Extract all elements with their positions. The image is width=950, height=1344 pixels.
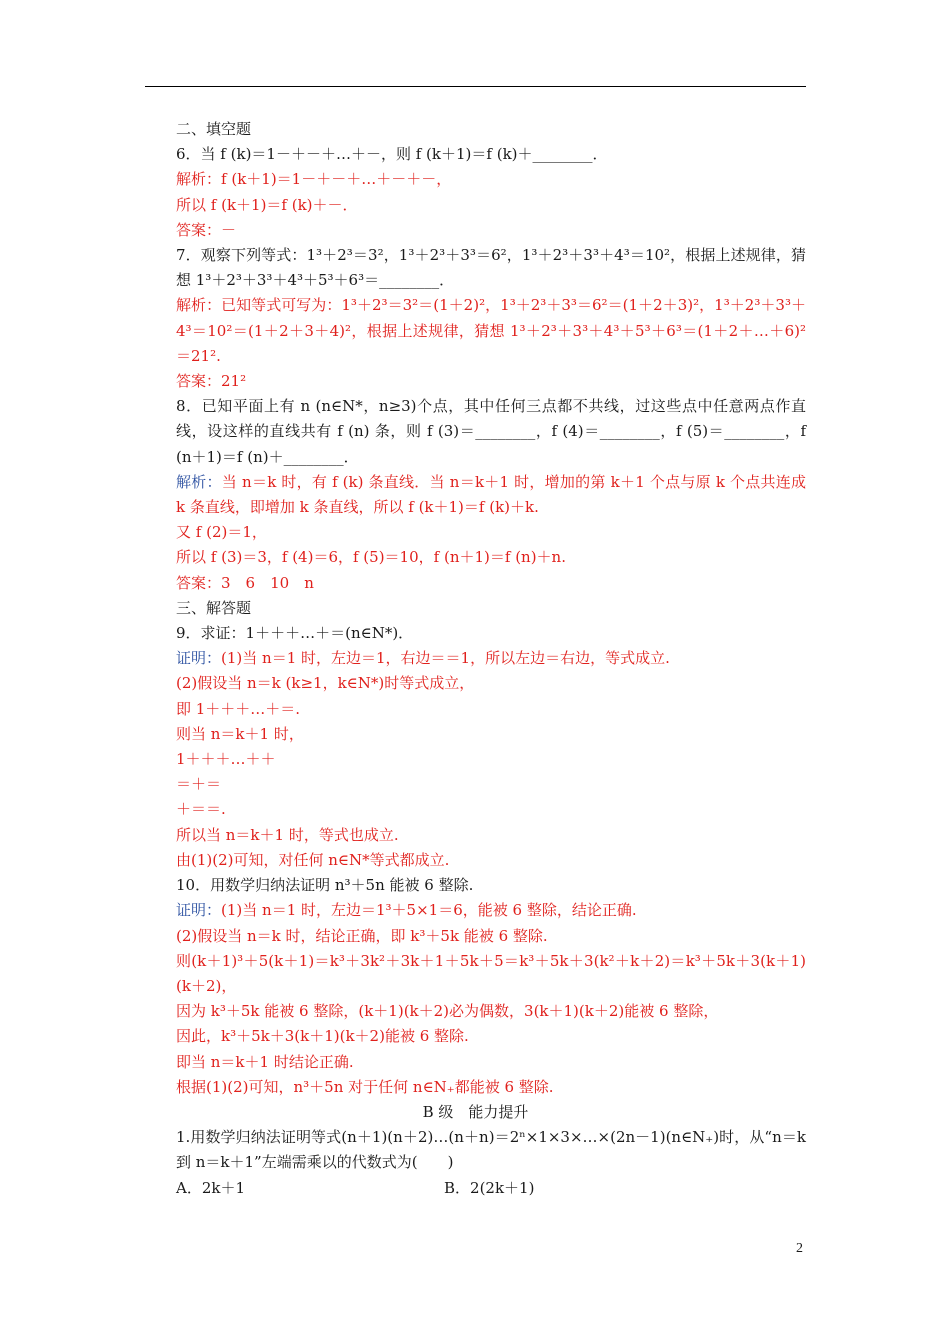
- q7-stem: 7．观察下列等式：1³＋2³＝3²，1³＋2³＋3³＝6²，1³＋2³＋3³＋4³＝10²，根据上述规律，猜想 1³＋2³＋3³＋4³＋5³＋6³＝________．: [176, 246, 806, 290]
- q9-proof-line: 则当 n＝k＋1 时，: [176, 724, 304, 743]
- q10-proof-line: 证明：(1)当 n＝1 时，左边＝1³＋5×1＝6，能被 6 整除，结论正确.: [176, 901, 637, 920]
- b1-options: [145, 1176, 806, 1201]
- q10-proof-line: 根据(1)(2)可知，n³＋5n 对于任何 n∈N₊都能被 6 整除.: [176, 1077, 554, 1096]
- q10-proof-line: 因此，k³＋5k＋3(k＋1)(k＋2)能被 6 整除.: [176, 1027, 469, 1046]
- q8-line2: 又 f (2)＝1，: [176, 523, 267, 542]
- q9-stem: 9．求证：1＋＋＋…＋＝(n∈N*)．: [176, 624, 414, 643]
- level-b-heading: B 级 能力提升: [422, 1102, 529, 1121]
- q6-analysis: 解析：f (k＋1)＝1－＋－＋…＋－＋－，: [176, 170, 452, 189]
- q7-answer: 答案：21²: [176, 372, 247, 391]
- analysis-label: 解析：: [176, 472, 222, 491]
- q10-proof-line: (2)假设当 n＝k 时，结论正确，即 k³＋5k 能被 6 整除.: [176, 926, 548, 945]
- section-heading-fill: 二、填空题: [176, 120, 252, 138]
- page-content: [145, 117, 806, 1201]
- q6-analysis-line2: 所以 f (k＋1)＝f (k)＋－．: [176, 195, 358, 214]
- option-b: B．2(2k＋1): [444, 1178, 535, 1197]
- q9-proof-line: 证明：(1)当 n＝1 时，左边＝1，右边＝＝1，所以左边＝右边，等式成立.: [176, 649, 670, 668]
- header-rule: [145, 86, 806, 87]
- q8-answer: 答案：3 6 10 n: [176, 573, 314, 592]
- q8-analysis: 解析：当 n＝k 时，有 f (k) 条直线．当 n＝k＋1 时，增加的第 k＋1 个点与原 k 个点共连成 k 条直线，即增加 k 条直线，所以 f (k＋1)＝f (k)＋k.: [176, 472, 806, 517]
- answer-label: 答案：: [176, 220, 222, 239]
- b1-stem: 1.用数学归纳法证明等式(n＋1)(n＋2)…(n＋n)＝2ⁿ×1×3×…×(2n－1)(n∈N₊)时，从“n＝k 到 n＝k＋1”左端需乘以的代数式为( ): [176, 1128, 806, 1172]
- analysis-label: 解析：: [176, 296, 222, 315]
- q9-proof-line: 1＋＋＋…＋＋: [176, 750, 276, 769]
- proof-label: 证明：: [176, 901, 222, 920]
- q7-analysis: 解析：已知等式可写为：1³＋2³＝3²＝(1＋2)²，1³＋2³＋3³＝6²＝(1＋2＋3)²，1³＋2³＋3³＋4³＝10²＝(1＋2＋3＋4)²，根据上述规律，猜想 1³＋2³＋3³＋4³＋5³＋6³＝(1＋2＋…＋6)²＝21².: [176, 296, 806, 365]
- analysis-label: 解析：: [176, 170, 222, 189]
- q10-proof-line: 因为 k³＋5k 能被 6 整除，(k＋1)(k＋2)必为偶数，3(k＋1)(k＋2)能被 6 整除，: [176, 1002, 719, 1021]
- section-heading-solve: 三、解答题: [176, 598, 252, 617]
- page-number: 2: [796, 1241, 803, 1256]
- q9-proof-line: 所以当 n＝k＋1 时，等式也成立.: [176, 825, 399, 844]
- q6-answer: 答案：－: [176, 220, 237, 239]
- q9-proof-line: 即 1＋＋＋…＋＝.: [176, 699, 301, 718]
- q10-proof-line: 则(k＋1)³＋5(k＋1)＝k³＋3k²＋3k＋1＋5k＋5＝k³＋5k＋3(k²＋k＋2)＝k³＋5k＋3(k＋1)(k＋2)，: [176, 951, 806, 995]
- q9-proof-line: (2)假设当 n＝k (k≥1，k∈N*)时等式成立，: [176, 674, 475, 693]
- q9-proof-line: ＋＝＝.: [176, 800, 226, 819]
- q10-stem: 10．用数学归纳法证明 n³＋5n 能被 6 整除.: [176, 876, 474, 895]
- option-a: A．2k＋1: [176, 1178, 246, 1197]
- q10-proof-line: 即当 n＝k＋1 时结论正确.: [176, 1052, 354, 1071]
- q9-proof-line: 由(1)(2)可知，对任何 n∈N*等式都成立.: [176, 850, 450, 869]
- answer-label: 答案：: [176, 573, 222, 592]
- proof-label: 证明：: [176, 649, 222, 668]
- q6-stem: 6．当 f (k)＝1－＋－＋…＋－，则 f (k＋1)＝f (k)＋________．: [176, 145, 608, 164]
- q8-stem: 8．已知平面上有 n (n∈N*，n≥3)个点，其中任何三点都不共线，过这些点中任意两点作直线，设这样的直线共有 f (n) 条，则 f (3)＝________，f (4)＝________，f (5)＝________，f (n＋1)＝f (n)＋________．: [176, 397, 806, 466]
- answer-label: 答案：: [176, 372, 222, 391]
- q8-line3: 所以 f (3)＝3，f (4)＝6，f (5)＝10，f (n＋1)＝f (n)＋n.: [176, 548, 566, 567]
- q9-proof-line: ＝＋＝: [176, 775, 222, 794]
